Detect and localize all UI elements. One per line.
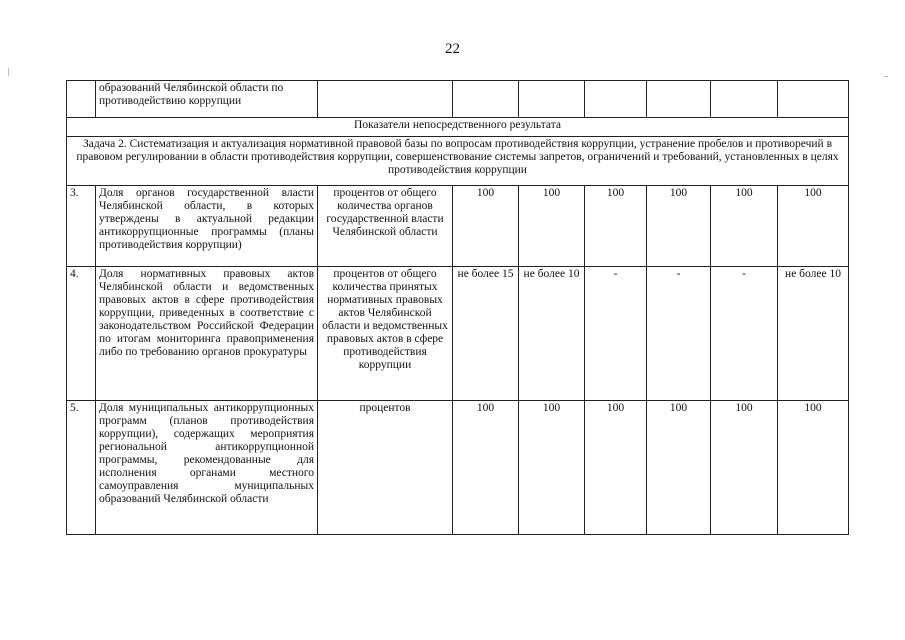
table-row (67, 186, 849, 267)
margin-mark (884, 76, 888, 77)
value-cell (585, 81, 647, 118)
value-cell: 100 (453, 401, 519, 535)
value-cell (519, 81, 585, 118)
indicator-name-cell: Доля нормативных правовых актов Челябинской области и ведомственных правовых актов в сфере противодействия коррупции, приведенных в соответствие с законодательством Российской Федерации по итогам мониторинга правоприменения либо по требованию органов прокуратуры (96, 267, 318, 401)
value-cell: 100 (711, 401, 778, 535)
value-cell: 100 (519, 401, 585, 535)
row-number-cell: 5. (67, 401, 96, 535)
value-cell: 100 (519, 186, 585, 267)
task-header: Задача 2. Систематизация и актуализация нормативной правовой базы по вопросам противодействия коррупции, устранение пробелов и противоречий в правовом регулировании в области противодействия коррупции, совершенствование системы запретов, ограничений и требований, установленных в целях противодействия коррупции (67, 137, 849, 186)
indicator-name-cell: Доля муниципальных антикоррупционных программ (планов противодействия коррупции), содержащих мероприятия региональной антикоррупционной программы, рекомендованные для исполнения органами местного самоуправления муниципальных образований Челябинской области (96, 401, 318, 535)
unit-cell: процентов от общего количества органов государственной власти Челябинской области (318, 186, 453, 267)
row-number-cell (67, 81, 96, 118)
row-number-cell: 3. (67, 186, 96, 267)
value-cell: 100 (778, 186, 849, 267)
value-cell: - (585, 267, 647, 401)
unit-cell (318, 81, 453, 118)
section-header: Показатели непосредственного результата (67, 118, 849, 137)
value-cell: - (647, 267, 711, 401)
value-cell: 100 (585, 401, 647, 535)
unit-cell: процентов (318, 401, 453, 535)
section-header-row (67, 118, 849, 137)
value-cell: - (711, 267, 778, 401)
value-cell: 100 (585, 186, 647, 267)
value-cell: 100 (778, 401, 849, 535)
margin-mark (8, 68, 9, 76)
value-cell: не более 15 (453, 267, 519, 401)
value-cell (647, 81, 711, 118)
table-row (67, 267, 849, 401)
value-cell (453, 81, 519, 118)
table-row (67, 401, 849, 535)
table-row (67, 81, 849, 118)
value-cell: не более 10 (778, 267, 849, 401)
value-cell: не более 10 (519, 267, 585, 401)
value-cell: 100 (453, 186, 519, 267)
indicator-name-cell: образований Челябинской области по противодействию коррупции (96, 81, 318, 118)
value-cell: 100 (647, 186, 711, 267)
indicator-name-cell: Доля органов государственной власти Челябинской области, в которых утверждены в актуальной редакции антикоррупционные программы (планы противодействия коррупции) (96, 186, 318, 267)
task-header-row (67, 137, 849, 186)
row-number-cell: 4. (67, 267, 96, 401)
value-cell (711, 81, 778, 118)
value-cell: 100 (711, 186, 778, 267)
value-cell (778, 81, 849, 118)
indicators-table (66, 80, 849, 535)
unit-cell: процентов от общего количества принятых нормативных правовых актов Челябинской области и ведомственных правовых актов в сфере противодействия коррупции (318, 267, 453, 401)
value-cell: 100 (647, 401, 711, 535)
page-number: 22 (445, 41, 460, 57)
